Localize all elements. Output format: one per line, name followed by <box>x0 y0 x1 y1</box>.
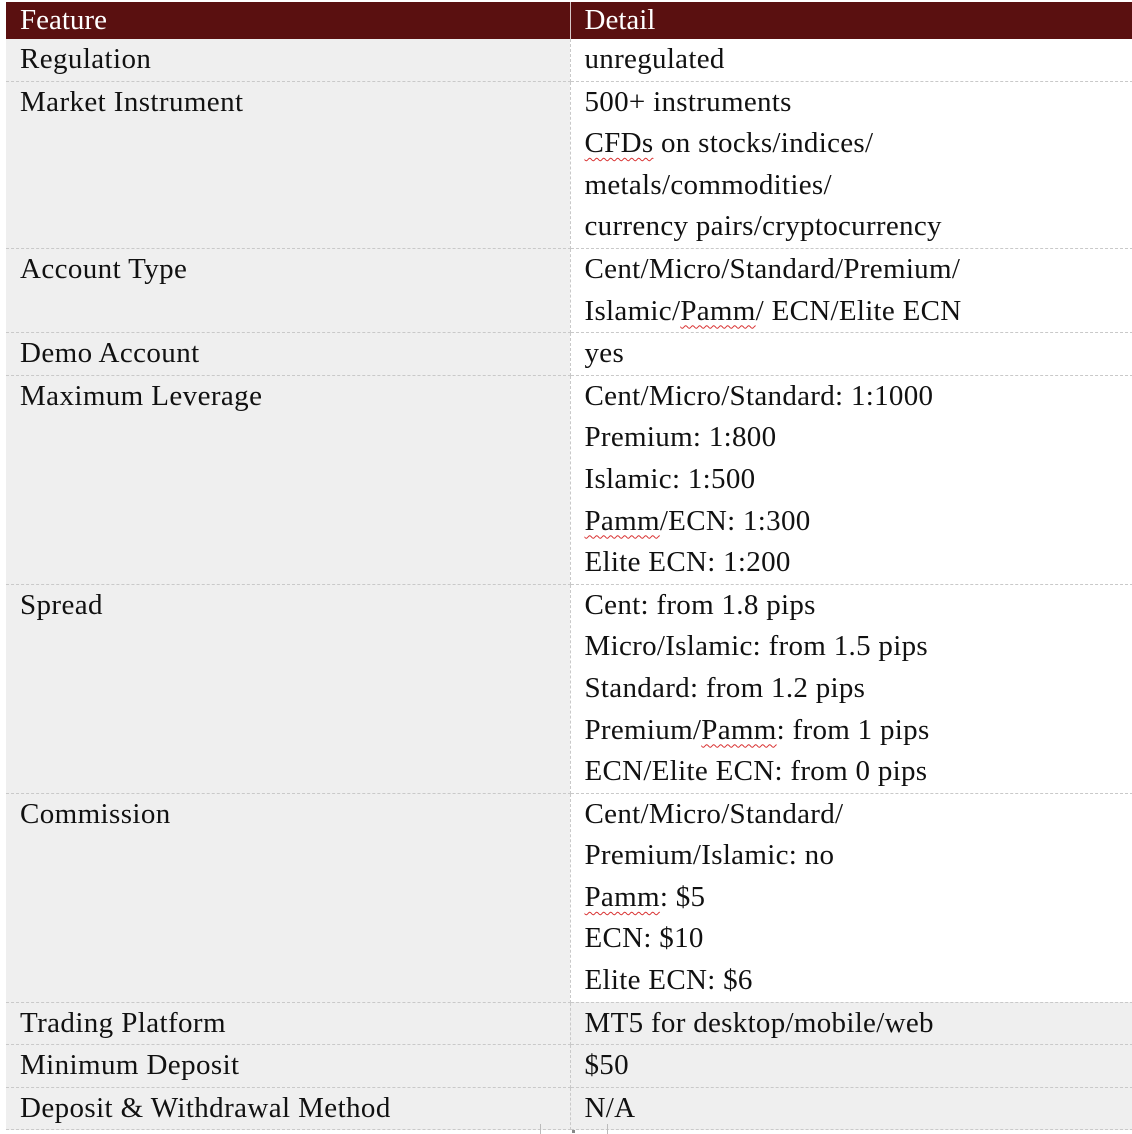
table-row <box>6 81 1132 248</box>
detail-cell <box>570 1045 1132 1088</box>
detail-line: metals/commodities/ <box>584 168 832 201</box>
detail-line: $50 <box>584 1049 629 1082</box>
detail-line: Elite ECN: $6 <box>584 964 753 997</box>
detail-line: Premium: 1:800 <box>584 421 777 454</box>
detail-line: Elite ECN: 1:200 <box>584 546 791 579</box>
spellcheck-word: CFDs <box>584 127 654 160</box>
detail-line: CFDs on stocks/indices/ <box>584 127 874 160</box>
detail-line: Pamm: $5 <box>584 880 706 913</box>
table-row <box>6 333 1132 376</box>
feature-cell: Commission <box>6 793 570 1002</box>
detail-cell <box>570 584 1132 793</box>
table-move-handle[interactable] <box>540 1124 608 1134</box>
feature-cell: Account Type <box>6 248 570 332</box>
detail-cell <box>570 793 1132 1002</box>
feature-cell: Market Instrument <box>6 81 570 248</box>
detail-line: Micro/Islamic: from 1.5 pips <box>584 630 928 663</box>
table-row <box>6 375 1132 584</box>
detail-cell <box>570 375 1132 584</box>
detail-cell <box>570 333 1132 376</box>
table-row <box>6 793 1132 1002</box>
detail-line: Cent/Micro/Standard/ <box>584 797 844 830</box>
detail-cell <box>570 248 1132 332</box>
feature-detail-table <box>6 2 1132 1130</box>
table-row <box>6 1002 1132 1045</box>
detail-line: Standard: from 1.2 pips <box>584 671 866 704</box>
feature-cell: Maximum Leverage <box>6 375 570 584</box>
detail-line: Premium/Pamm: from 1 pips <box>584 713 930 746</box>
detail-line: 500+ instruments <box>584 85 792 118</box>
spellcheck-word: Pamm <box>584 880 660 913</box>
detail-line: Cent/Micro/Standard/Premium/ <box>584 252 961 285</box>
feature-cell: Demo Account <box>6 333 570 376</box>
detail-line: Islamic/Pamm/ ECN/Elite ECN <box>584 294 962 327</box>
header-detail: Detail <box>570 2 1132 39</box>
detail-line: Premium/Islamic: no <box>584 839 835 872</box>
handle-dot-icon <box>572 1130 575 1133</box>
table-row <box>6 584 1132 793</box>
detail-line: Cent: from 1.8 pips <box>584 588 816 621</box>
table-body <box>6 39 1132 1130</box>
feature-cell: Spread <box>6 584 570 793</box>
feature-cell: Minimum Deposit <box>6 1045 570 1088</box>
spellcheck-word: Pamm <box>680 294 756 327</box>
detail-cell <box>570 39 1132 81</box>
detail-line: currency pairs/cryptocurrency <box>584 210 942 243</box>
detail-cell <box>570 1087 1132 1130</box>
spellcheck-word: Pamm <box>701 713 777 746</box>
detail-line: Pamm/ECN: 1:300 <box>584 504 811 537</box>
spellcheck-word: Pamm <box>584 504 660 537</box>
feature-cell: Trading Platform <box>6 1002 570 1045</box>
feature-cell: Regulation <box>6 39 570 81</box>
detail-line: Islamic: 1:500 <box>584 462 756 495</box>
table-header-row <box>6 2 1132 39</box>
detail-line: ECN: $10 <box>584 922 704 955</box>
detail-line: MT5 for desktop/mobile/web <box>584 1006 934 1039</box>
detail-line: Cent/Micro/Standard: 1:1000 <box>584 379 934 412</box>
detail-cell <box>570 81 1132 248</box>
detail-line: N/A <box>584 1091 636 1124</box>
detail-line: unregulated <box>584 43 725 75</box>
table-row <box>6 1045 1132 1088</box>
detail-line: ECN/Elite ECN: from 0 pips <box>584 755 928 788</box>
detail-cell <box>570 1002 1132 1045</box>
header-feature: Feature <box>6 2 570 39</box>
table-row <box>6 248 1132 332</box>
detail-line: yes <box>584 337 625 370</box>
feature-cell: Deposit & Withdrawal Method <box>6 1087 570 1130</box>
table-row <box>6 39 1132 81</box>
